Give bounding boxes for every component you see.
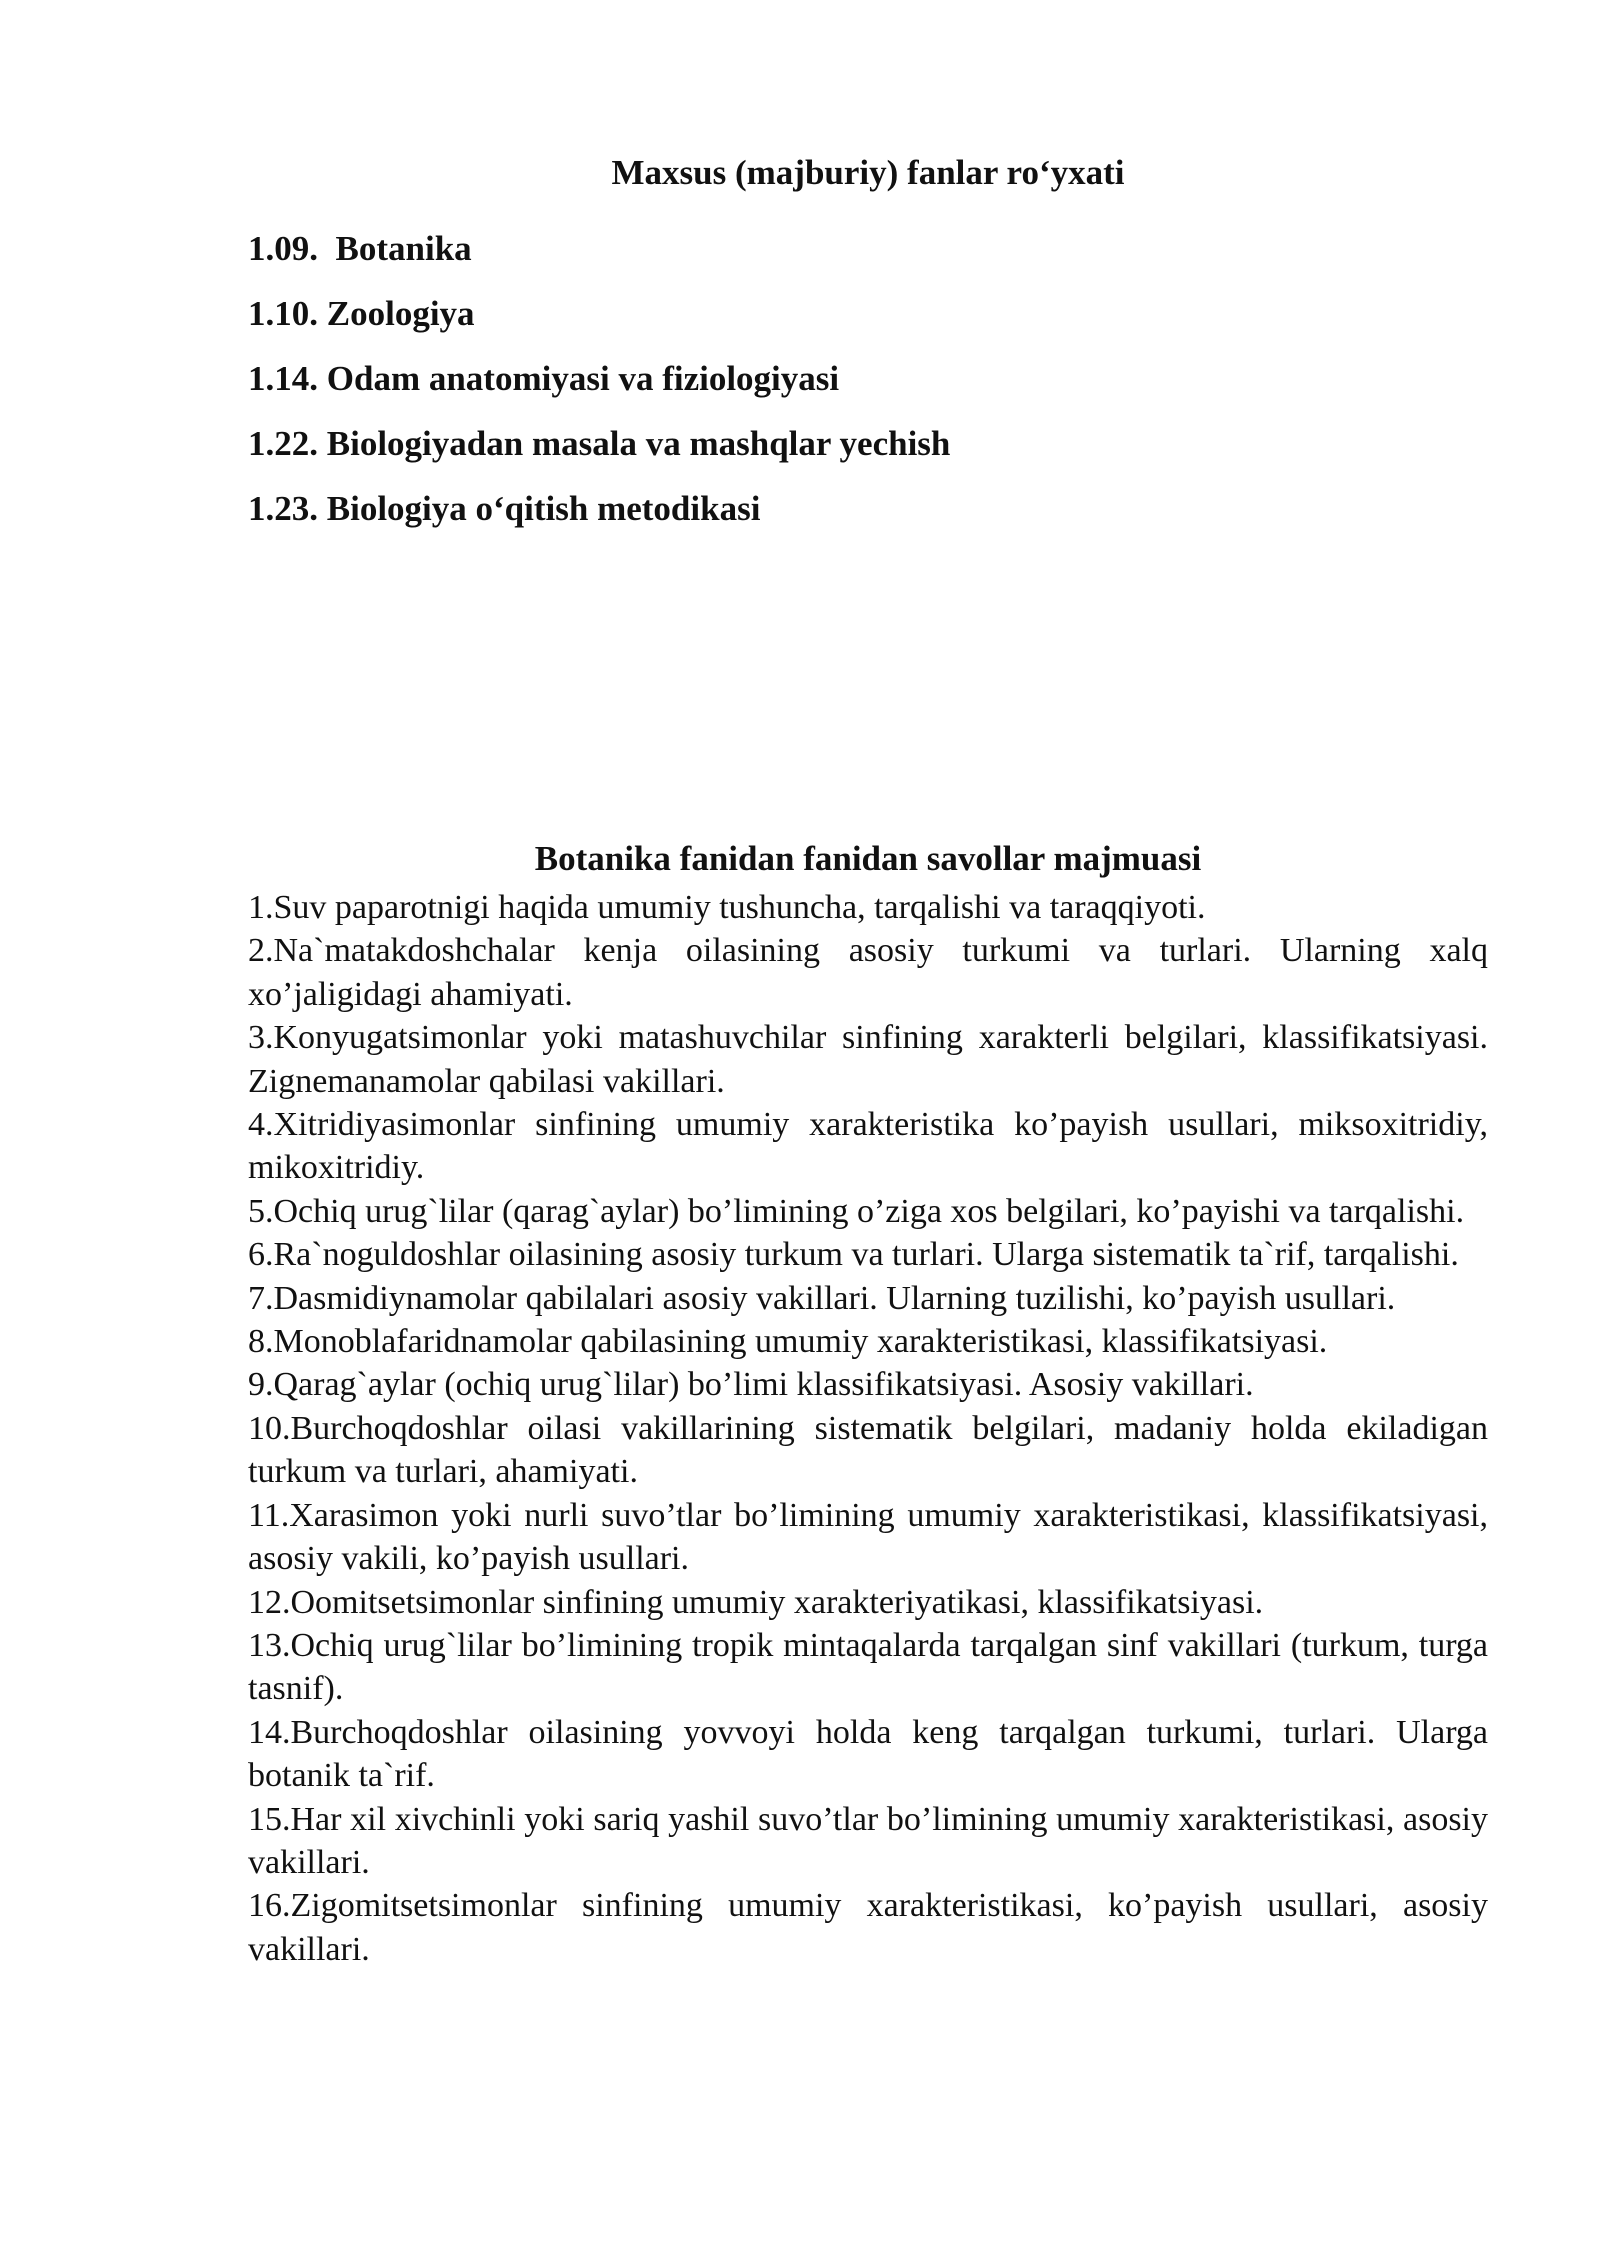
title-botany-questions: Botanika fanidan fanidan savollar majmuasi <box>534 839 1202 878</box>
question-item: 9.Qarag`aylar (ochiq urug`lilar) bo’limi klassifikatsiyasi. Asosiy vakillari. <box>248 1366 1254 1404</box>
question-item: 16.Zigomitsetsimonlar sinfining umumiy xarakteristikasi, ko’payish usullari, asosiy vakillari. <box>248 1887 1488 1968</box>
question-item: 1.Suv paparotnigi haqida umumiy tushuncha, tarqalishi va taraqqiyoti. <box>248 889 1206 926</box>
question-list <box>248 886 1488 1971</box>
question-item: 14.Burchoqdoshlar oilasining yovvoyi holda keng tarqalgan turkumi, turlari. Ularga botanik ta`rif. <box>248 1713 1488 1795</box>
question-item: 5.Ochiq urug`lilar (qarag`aylar) bo’limining o’ziga xos belgilari, ko’payishi va tarqalishi. <box>248 1192 1465 1230</box>
question-item: 2.Na`matakdoshchalar kenja oilasining asosiy turkumi va turlari. Ularning xalq xo’jaligidagi ahamiyati. <box>248 932 1488 1013</box>
question-item: 6.Ra`noguldoshlar oilasining asosiy turkum va turlari. Ularga sistematik ta`rif, tarqalishi. <box>248 1236 1459 1274</box>
question-item: 15.Har xil xivchinli yoki sariq yashil suvo’tlar bo’limining umumiy xarakteristikasi, asosiy vakillari. <box>248 1800 1488 1881</box>
question-item: 11.Xarasimon yoki nurli suvo’tlar bo’limining umumiy xarakteristikasi, klassifikatsiyasi, asosiy vakili, ko’payish usullari. <box>248 1496 1488 1578</box>
question-item: 4.Xitridiyasimonlar sinfining umumiy xarakteristika ko’payish usullari, miksoxitridiy, mikoxitridiy. <box>248 1106 1488 1187</box>
question-item: 7.Dasmidiynamolar qabilalari asosiy vakillari. Ularning tuzilishi, ko’payish usullari. <box>248 1279 1396 1317</box>
question-item: 12.Oomitsetsimonlar sinfining umumiy xarakteriyatikasi, klassifikatsiyasi. <box>248 1583 1264 1621</box>
question-item: 13.Ochiq urug`lilar bo’limining tropik mintaqalarda tarqalgan sinf vakillari (turkum, turga tasnif). <box>248 1626 1488 1708</box>
subject-item: 1.14. Odam anatomiyasi va fiziologiyasi <box>248 359 840 398</box>
subject-item: 1.09. Botanika <box>248 229 472 268</box>
subject-item: 1.10. Zoologiya <box>248 294 475 333</box>
question-item: 3.Konyugatsimonlar yoki matashuvchilar sinfining xarakterli belgilari, klassifikatsiyasi. Zignemanamolar qabilasi vakillari. <box>248 1019 1488 1100</box>
subject-item: 1.23. Biologiya o‘qitish metodikasi <box>248 489 761 528</box>
question-item: 10.Burchoqdoshlar oilasi vakillarining sistematik belgilari, madaniy holda ekiladigan turkum va turlari, ahamiyati. <box>248 1409 1488 1491</box>
subject-item: 1.22. Biologiyadan masala va mashqlar yechish <box>248 424 951 463</box>
question-item: 8.Monoblafaridnamolar qabilasining umumiy xarakteristikasi, klassifikatsiyasi. <box>248 1323 1328 1361</box>
title-special-subjects: Maxsus (majburiy) fanlar ro‘yxati <box>611 153 1125 192</box>
